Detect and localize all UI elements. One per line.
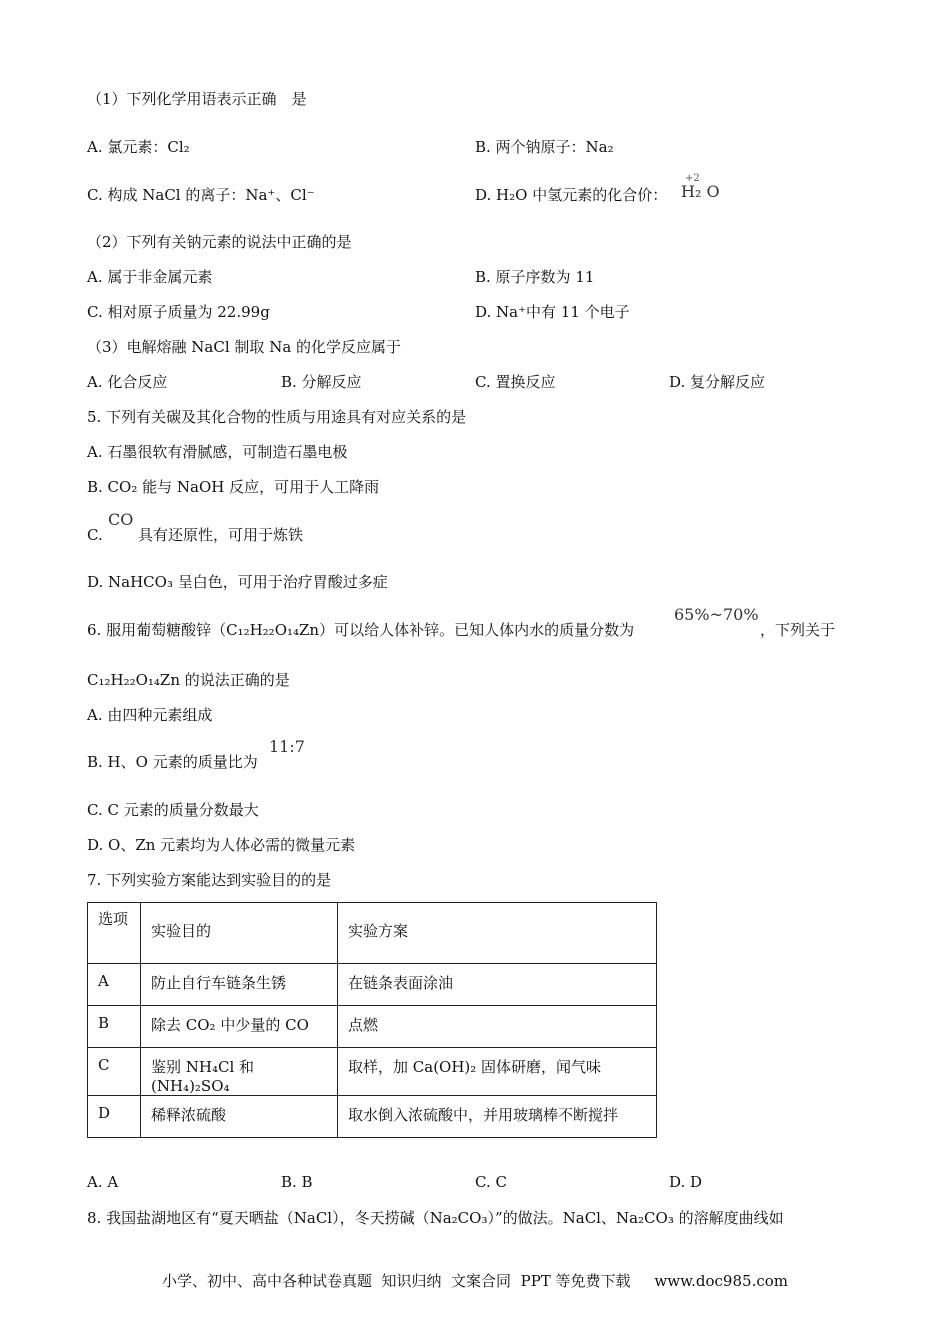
water-percentage-formula: 65%~70% bbox=[674, 605, 759, 624]
table-row bbox=[88, 1048, 657, 1096]
q7-option-a: A. A bbox=[87, 1173, 119, 1191]
q5-stem: 5. 下列有关碳及其化合物的性质与用途具有对应关系的是 bbox=[87, 408, 467, 426]
q4-sub3-option-d: D. 复分解反应 bbox=[669, 373, 766, 391]
q6-option-c: C. C 元素的质量分数最大 bbox=[87, 801, 259, 819]
q5-option-d: D. NaHCO₃ 呈白色，可用于治疗胃酸过多症 bbox=[87, 573, 388, 591]
q4-sub3-option-b: B. 分解反应 bbox=[281, 373, 362, 391]
table-row bbox=[88, 1006, 657, 1048]
q6-stem-end: ，下列关于 bbox=[760, 621, 836, 639]
q6-option-a: A. 由四种元素组成 bbox=[87, 706, 213, 724]
table-row bbox=[88, 964, 657, 1006]
q4-sub1-option-a: A. 氯元素：Cl₂ bbox=[87, 138, 190, 156]
q7-stem: 7. 下列实验方案能达到实验目的的是 bbox=[87, 871, 332, 889]
header-plan: 实验方案 bbox=[338, 903, 657, 964]
row-c-purpose: 鉴别 NH₄Cl 和(NH₄)₂SO₄ bbox=[141, 1048, 338, 1096]
row-d-purpose: 稀释浓硫酸 bbox=[141, 1096, 338, 1138]
table-header-row bbox=[88, 903, 657, 964]
q4-sub2-stem: （2）下列有关钠元素的说法中正确的是 bbox=[87, 233, 352, 251]
q8-stem: 8. 我国盐湖地区有“夏天晒盐（NaCl），冬天捞碱（Na₂CO₃）”的做法。NaCl、Na₂CO₃ 的溶解度曲线如 bbox=[87, 1209, 784, 1227]
co-formula: CO bbox=[108, 510, 134, 529]
row-d-option: D bbox=[88, 1096, 141, 1138]
q4-sub2-option-b: B. 原子序数为 11 bbox=[475, 268, 595, 286]
q6-option-d: D. O、Zn 元素均为人体必需的微量元素 bbox=[87, 836, 356, 854]
row-a-purpose: 防止自行车链条生锈 bbox=[141, 964, 338, 1006]
row-b-plan: 点燃 bbox=[338, 1006, 657, 1048]
q4-sub1-option-b: B. 两个钠原子：Na₂ bbox=[475, 138, 614, 156]
header-purpose: 实验目的 bbox=[141, 903, 338, 964]
ratio-formula: 11:7 bbox=[269, 737, 305, 756]
row-c-option: C bbox=[88, 1048, 141, 1096]
h2o-formula: H₂ O bbox=[681, 182, 720, 201]
q6-stem: 6. 服用葡萄糖酸锌（C₁₂H₂₂O₁₄Zn）可以给人体补锌。已知人体内水的质量分数为 bbox=[87, 621, 635, 639]
q4-sub3-options bbox=[87, 372, 867, 392]
row-d-plan: 取水倒入浓硫酸中，并用玻璃棒不断搅拌 bbox=[338, 1096, 657, 1138]
q7-options bbox=[87, 1172, 867, 1192]
q4-sub1-option-d: D. H₂O 中氢元素的化合价： bbox=[475, 186, 668, 204]
row-b-purpose: 除去 CO₂ 中少量的 CO bbox=[141, 1006, 338, 1048]
q6-option-b: B. H、O 元素的质量比为 bbox=[87, 753, 258, 771]
q4-sub3-stem: （3）电解熔融 NaCl 制取 Na 的化学反应属于 bbox=[87, 338, 402, 356]
page-footer: 小学、初中、高中各种试卷真题 知识归纳 文案合同 PPT 等免费下载 www.doc985.com bbox=[161, 1272, 788, 1290]
table-row bbox=[88, 1096, 657, 1138]
q5-option-a: A. 石墨很软有滑腻感，可制造石墨电极 bbox=[87, 443, 348, 461]
q4-sub2-option-a: A. 属于非金属元素 bbox=[87, 268, 213, 286]
experiment-table bbox=[87, 902, 657, 1138]
q4-sub3-option-c: C. 置换反应 bbox=[475, 373, 556, 391]
q4-sub2-option-c: C. 相对原子质量为 22.99g bbox=[87, 303, 270, 321]
q7-option-b: B. B bbox=[281, 1173, 313, 1191]
row-a-option: A bbox=[88, 964, 141, 1006]
q5-option-b: B. CO₂ 能与 NaOH 反应，可用于人工降雨 bbox=[87, 478, 380, 496]
q4-sub2-option-d: D. Na⁺中有 11 个电子 bbox=[475, 303, 630, 321]
q5-option-c-label: C. bbox=[87, 526, 103, 544]
q4-sub1-option-c: C. 构成 NaCl 的离子：Na⁺、Cl⁻ bbox=[87, 186, 315, 204]
q4-sub3-option-a: A. 化合反应 bbox=[87, 373, 168, 391]
q7-option-c: C. C bbox=[475, 1173, 507, 1191]
header-option: 选项 bbox=[88, 903, 141, 964]
row-c-plan: 取样，加 Ca(OH)₂ 固体研磨，闻气味 bbox=[338, 1048, 657, 1096]
row-b-option: B bbox=[88, 1006, 141, 1048]
q7-option-d: D. D bbox=[669, 1173, 703, 1191]
valence-superscript: +2 bbox=[685, 173, 700, 184]
row-a-plan: 在链条表面涂油 bbox=[338, 964, 657, 1006]
q6-stem-continued: C₁₂H₂₂O₁₄Zn 的说法正确的是 bbox=[87, 671, 290, 689]
q4-sub1-stem: （1）下列化学用语表示正确 是 bbox=[87, 90, 307, 108]
q5-option-c-text: 具有还原性，可用于炼铁 bbox=[138, 526, 304, 544]
